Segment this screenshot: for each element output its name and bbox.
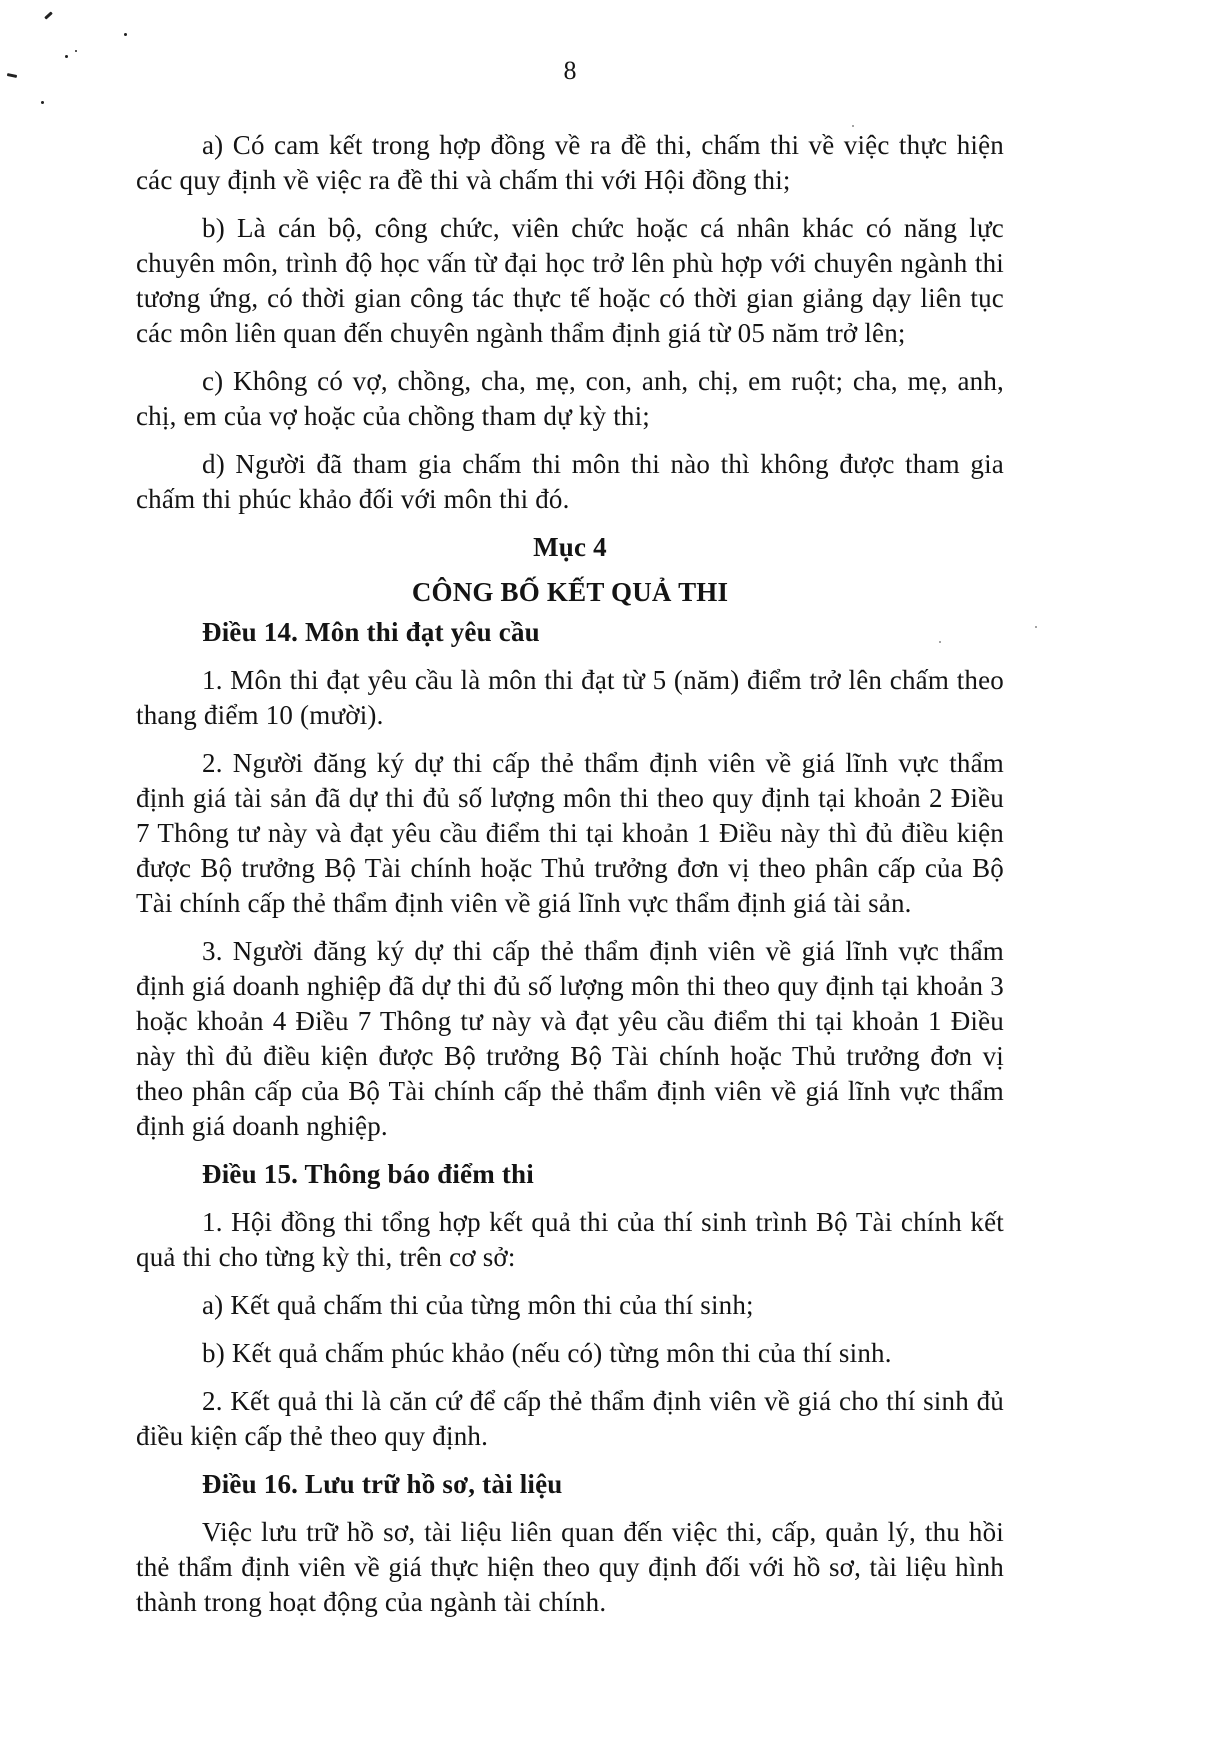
scan-speck	[852, 125, 854, 127]
scan-speck	[44, 11, 53, 19]
paragraph: 3. Người đăng ký dự thi cấp thẻ thẩm định viên về giá lĩnh vực thẩm định giá doanh nghiệp đã dự thi đủ số lượng môn thi theo quy định tại khoản 3 hoặc khoản 4 Điều 7 Thông tư này và đạt yêu cầu điểm thi tại khoản 1 Điều này thì đủ điều kiện được Bộ trưởng Bộ Tài chính hoặc Thủ trưởng đơn vị theo phân cấp của Bộ Tài chính cấp thẻ thẩm định viên về giá lĩnh vực thẩm định giá doanh nghiệp.	[136, 936, 1004, 1141]
section-title: CÔNG BỐ KẾT QUẢ THI	[411, 577, 729, 607]
scan-speck	[65, 55, 68, 58]
paragraph: b) Kết quả chấm phúc khảo (nếu có) từng môn thi của thí sinh.	[202, 1338, 892, 1368]
paragraph: 1. Hội đồng thi tổng hợp kết quả thi của thí sinh trình Bộ Tài chính kết quả thi cho từng kỳ thi, trên cơ sở:	[136, 1207, 1004, 1272]
paragraph: b) Là cán bộ, công chức, viên chức hoặc cá nhân khác có năng lực chuyên môn, trình độ học vấn từ đại học trở lên phù hợp với chuyên ngành thi tương ứng, có thời gian công tác thực tế hoặc có thời gian giảng dạy liên tục các môn liên quan đến chuyên ngành thẩm định giá từ 05 năm trở lên;	[136, 213, 1004, 348]
paragraph: Việc lưu trữ hồ sơ, tài liệu liên quan đến việc thi, cấp, quản lý, thu hồi thẻ thẩm định viên về giá thực hiện theo quy định đối với hồ sơ, tài liệu hình thành trong hoạt động của ngành tài chính.	[136, 1517, 1004, 1617]
section-heading: Mục 4	[533, 532, 607, 562]
scan-speck	[1035, 626, 1037, 628]
page-number: 8	[563, 56, 577, 85]
paragraph: 2. Kết quả thi là căn cứ để cấp thẻ thẩm định viên về giá cho thí sinh đủ điều kiện cấp thẻ theo quy định.	[136, 1386, 1004, 1451]
scan-speck	[124, 33, 127, 36]
scan-speck	[41, 101, 44, 104]
paragraph: d) Người đã tham gia chấm thi môn thi nào thì không được tham gia chấm thi phúc khảo đối với môn thi đó.	[136, 449, 1004, 514]
scan-speck	[7, 73, 17, 78]
article-heading: Điều 15. Thông báo điểm thi	[202, 1159, 534, 1189]
paragraph: c) Không có vợ, chồng, cha, mẹ, con, anh, chị, em ruột; cha, mẹ, anh, chị, em của vợ hoặc của chồng tham dự kỳ thi;	[136, 366, 1004, 431]
article-heading: Điều 16. Lưu trữ hồ sơ, tài liệu	[202, 1469, 563, 1499]
paragraph: 1. Môn thi đạt yêu cầu là môn thi đạt từ 5 (năm) điểm trở lên chấm theo thang điểm 10 (mười).	[136, 665, 1004, 730]
paragraph: a) Kết quả chấm thi của từng môn thi của thí sinh;	[202, 1290, 754, 1320]
paragraph: 2. Người đăng ký dự thi cấp thẻ thẩm định viên về giá lĩnh vực thẩm định giá tài sản đã dự thi đủ số lượng môn thi theo quy định tại khoản 2 Điều 7 Thông tư này và đạt yêu cầu điểm thi tại khoản 1 Điều này thì đủ điều kiện được Bộ trưởng Bộ Tài chính hoặc Thủ trưởng đơn vị theo phân cấp của Bộ Tài chính cấp thẻ thẩm định viên về giá lĩnh vực thẩm định giá tài sản.	[136, 748, 1004, 918]
article-heading: Điều 14. Môn thi đạt yêu cầu	[202, 617, 540, 647]
document-body	[136, 128, 1004, 1633]
scan-speck	[75, 50, 77, 52]
paragraph: a) Có cam kết trong hợp đồng về ra đề thi, chấm thi về việc thực hiện các quy định về việc ra đề thi và chấm thi với Hội đồng thi;	[136, 130, 1004, 195]
